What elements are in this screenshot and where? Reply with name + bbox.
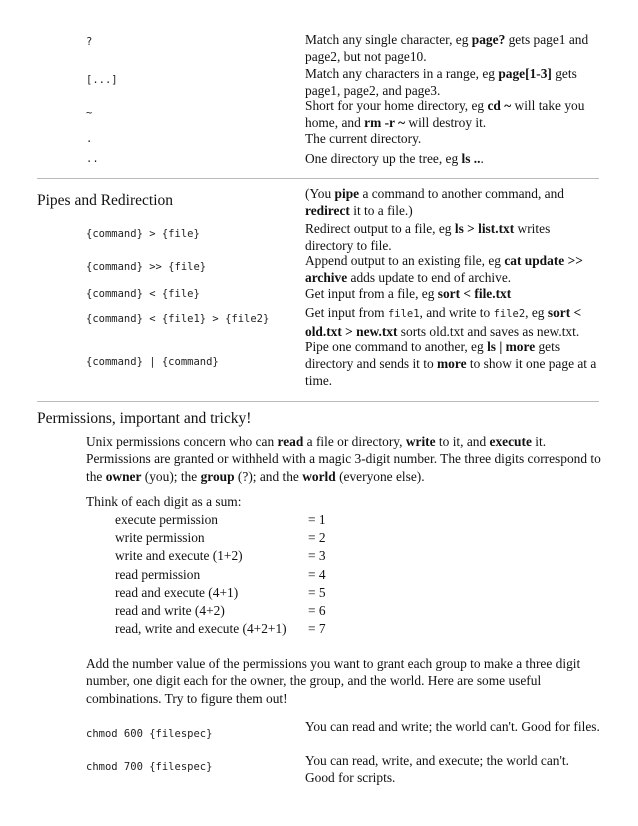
text-run: gets directory and sends it to: [305, 339, 561, 371]
text-run: (?); and the: [234, 468, 303, 484]
bold-term: sort < file.txt: [437, 286, 512, 301]
paragraph: Think of each digit as a sum:: [86, 494, 242, 509]
text-run: (you); the: [141, 468, 201, 484]
text-run: writes directory to file.: [305, 221, 551, 253]
paragraph: [86, 433, 606, 485]
bold-term: ls > list.txt: [454, 221, 515, 236]
text-run: it to a file.): [349, 203, 413, 218]
section-intro: [305, 185, 601, 219]
description-text: [305, 97, 601, 131]
command-text: {command} > {file}: [86, 228, 200, 240]
text-run: it. Permissions are granted or withheld with a magic 3-digit number. The three digits correspond to the: [86, 434, 601, 484]
text-run: gets page1 and page2, but not page10.: [305, 32, 589, 64]
text-run: Append output to an existing file, eg: [305, 253, 505, 268]
section-heading: Permissions, important and tricky!: [37, 410, 252, 427]
permission-value: = 5: [308, 584, 326, 600]
command-text: {command} < {file1} > {file2}: [86, 313, 270, 325]
text-run: , eg: [525, 305, 548, 320]
description-text: [305, 338, 601, 389]
command-text: [...]: [86, 74, 118, 86]
text-run: Unix permissions concern who can: [86, 434, 278, 449]
permission-value: = 7: [308, 621, 326, 637]
bold-term: page?: [471, 32, 506, 47]
text-run: Short for your home directory, eg: [305, 98, 488, 113]
bold-term: redirect: [305, 203, 350, 218]
text-run: The current directory.: [305, 131, 422, 146]
text-run: adds update to end of archive.: [347, 270, 512, 285]
permission-label: execute permission: [115, 512, 218, 527]
text-run: Redirect output to a file, eg: [305, 221, 455, 236]
command-text: {command} < {file}: [86, 288, 200, 300]
permission-label: write permission: [115, 530, 205, 546]
section-divider: [37, 178, 599, 179]
command-text: ?: [86, 36, 93, 48]
bold-term: execute: [489, 434, 532, 449]
description-text: [305, 220, 601, 254]
text-run: gets page1, page2, and page3.: [305, 66, 577, 98]
permission-label: read, write and execute (4+2+1): [115, 621, 287, 637]
paragraph: Add the number value of the permissions you want to grant each group to make a three digit number, one digit each for the owner, the group, and the world. Here are some useful combinations. Try to figure them out!: [86, 656, 581, 706]
command-text: ..: [86, 153, 99, 165]
permission-label: read and write (4+2): [115, 603, 225, 618]
bold-term: write: [405, 434, 436, 449]
text-run: sorts old.txt and saves as new.txt.: [397, 324, 580, 339]
permission-value: = 2: [308, 530, 326, 546]
permission-value: = 6: [308, 603, 326, 618]
text-run: Get input from: [305, 305, 388, 320]
text-run: Get input from a file, eg: [305, 286, 438, 301]
description-text: [305, 285, 601, 302]
description-text: [305, 252, 601, 286]
text-run: .: [480, 151, 484, 166]
bold-term: cd ~: [487, 98, 512, 113]
description-text: [305, 130, 601, 147]
bold-term: rm -r ~: [364, 115, 406, 130]
description-text: You can read, write, and execute; the world can't. Good for scripts.: [305, 753, 569, 785]
text-run: Match any characters in a range, eg: [305, 66, 499, 81]
text-run: a command to another command, and: [359, 186, 564, 201]
command-text: chmod 600 {filespec}: [86, 728, 213, 740]
permission-value: = 3: [308, 548, 326, 564]
bold-term: pipe: [334, 186, 360, 201]
bold-term: world: [302, 468, 336, 484]
permission-label: write and execute (1+2): [115, 548, 243, 564]
text-run: (You: [305, 186, 335, 201]
bold-term: ls ..: [461, 151, 481, 166]
section-heading: Pipes and Redirection: [37, 192, 174, 209]
code-term: file2: [493, 308, 526, 320]
description-text: [305, 65, 601, 99]
section-divider: [37, 401, 599, 402]
text-run: a file or directory,: [303, 434, 406, 449]
command-text: {command} >> {file}: [86, 261, 207, 273]
code-term: file1: [387, 308, 420, 320]
bold-term: more: [437, 356, 467, 371]
command-text: chmod 700 {filespec}: [86, 761, 213, 773]
permission-label: read and execute (4+1): [115, 584, 239, 600]
text-run: to it, and: [435, 434, 490, 449]
description-text: [305, 304, 601, 340]
permission-value: = 1: [308, 512, 326, 527]
command-text: .: [86, 133, 93, 145]
bold-term: ls | more: [487, 339, 536, 354]
bold-term: read: [277, 434, 304, 449]
bold-term: cat update >> archive: [305, 253, 583, 285]
bold-term: group: [200, 468, 235, 484]
text-run: will take you home, and: [305, 98, 585, 130]
text-run: will destroy it.: [405, 115, 487, 130]
permission-value: = 4: [308, 566, 326, 582]
description-text: [305, 31, 601, 65]
permission-label: read permission: [115, 566, 201, 582]
command-text: ~: [86, 107, 93, 119]
text-run: Pipe one command to another, eg: [305, 339, 488, 354]
bold-term: owner: [105, 468, 142, 484]
description-text: You can read and write; the world can't. Good for files.: [305, 719, 600, 734]
text-run: , and write to: [419, 305, 494, 320]
description-text: [305, 150, 601, 167]
text-run: Match any single character, eg: [305, 32, 472, 47]
text-run: (everyone else).: [335, 468, 425, 484]
command-text: {command} | {command}: [86, 356, 219, 368]
bold-term: sort < old.txt > new.txt: [305, 305, 582, 339]
bold-term: page[1-3]: [498, 66, 552, 81]
text-run: One directory up the tree, eg: [305, 151, 462, 166]
text-run: to show it one page at a time.: [305, 356, 597, 388]
